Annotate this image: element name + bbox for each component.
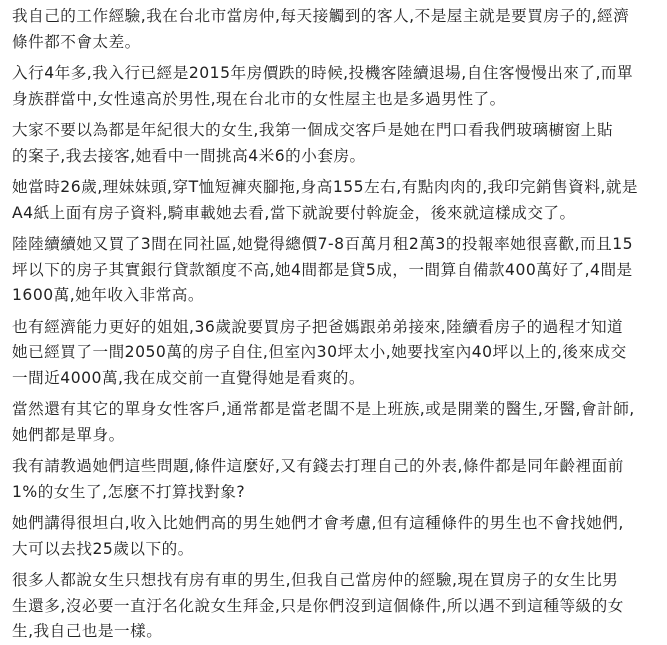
- paragraph-5: [12, 232, 655, 309]
- text-line: 很多人都說女生只想找有房有車的男生,但我自己當房仲的經驗,現在買房子的女生比男: [12, 571, 619, 589]
- text-line: 她們都是單身。: [12, 425, 125, 444]
- text-line: 的案子,我去接客,她看中一間挑高4米6的小套房。: [12, 146, 366, 165]
- text-line: 我有請教過她們這些問題,條件這麼好,又有錢去打理自己的外表,條件都是同年齡裡面前: [12, 457, 624, 475]
- paragraph-4: [12, 175, 655, 226]
- text-line: 她已經買了一間2050萬的房子自住,但室內30坪太小,她要找室內40坪以上的,後來成交: [12, 343, 627, 361]
- text-line: 1%的女生了,怎麼不打算找對象?: [12, 482, 246, 501]
- text-line: 一間近4000萬,我在成交前一直覺得她是看爽的。: [12, 368, 365, 387]
- text-line: 1600萬,她年收入非常高。: [12, 286, 204, 304]
- paragraph-8: [12, 454, 655, 505]
- text-line: 當然還有其它的單身女性客戶,通常都是當老闆不是上班族,或是開業的醫生,牙醫,會計師,: [12, 400, 635, 418]
- text-line: 條件都不會太差。: [12, 32, 141, 51]
- text-line: 生還多,沒必要一直汙名化說女生拜金,只是你們沒到這個條件,所以遇不到這種等級的女: [12, 596, 624, 615]
- paragraph-2: [12, 61, 655, 112]
- paragraph-7: [12, 397, 655, 448]
- text-line: 陸陸續續她又買了3間在同社區,她覺得總價7-8百萬月租2萬3的投報率她很喜歡,而且15: [12, 235, 634, 253]
- paragraph-1: [12, 4, 655, 55]
- text-line: A4紙上面有房子資料,騎車載她去看,當下就說要付斡旋金，後來就這樣成交了。: [12, 203, 576, 222]
- text-line: 生,我自己也是一樣。: [12, 622, 163, 640]
- text-line: 她當時26歲,理妹妹頭,穿T恤短褲夾腳拖,身高155左右,有點肉肉的,我印完銷售資料,就是: [12, 178, 638, 196]
- paragraph-9: [12, 511, 655, 562]
- text-line: 大可以去找25歲以下的。: [12, 539, 194, 558]
- paragraph-10: [12, 568, 655, 645]
- text-line: 入行4年多,我入行已經是2015年房價跌的時候,投機客陸續退場,自住客慢慢出來了,而單: [12, 64, 634, 82]
- paragraph-3: [12, 118, 655, 169]
- text-line: 她們講得很坦白,收入比她們高的男生她們才會考慮,但有這種條件的男生也不會找她們,: [12, 514, 624, 532]
- paragraph-6: [12, 315, 655, 392]
- text-line: 身族群當中,女性遠高於男性,現在台北市的女性屋主也是多過男性了。: [12, 89, 506, 108]
- text-line: 大家不要以為都是年紀很大的女生,我第一個成交客戶是她在門口看我們玻璃櫥窗上貼: [12, 121, 613, 139]
- text-line: 也有經濟能力更好的姐姐,36歲說要買房子把爸媽跟弟弟接來,陸續看房子的過程才知道: [12, 317, 624, 336]
- text-line: 坪以下的房子其實銀行貸款額度不高,她4間都是貸5成，一間算自備款400萬好了,4間是: [12, 260, 633, 279]
- text-line: 我自己的工作經驗,我在台北市當房仲,每天接觸到的客人,不是屋主就是要買房子的,經濟: [12, 7, 630, 25]
